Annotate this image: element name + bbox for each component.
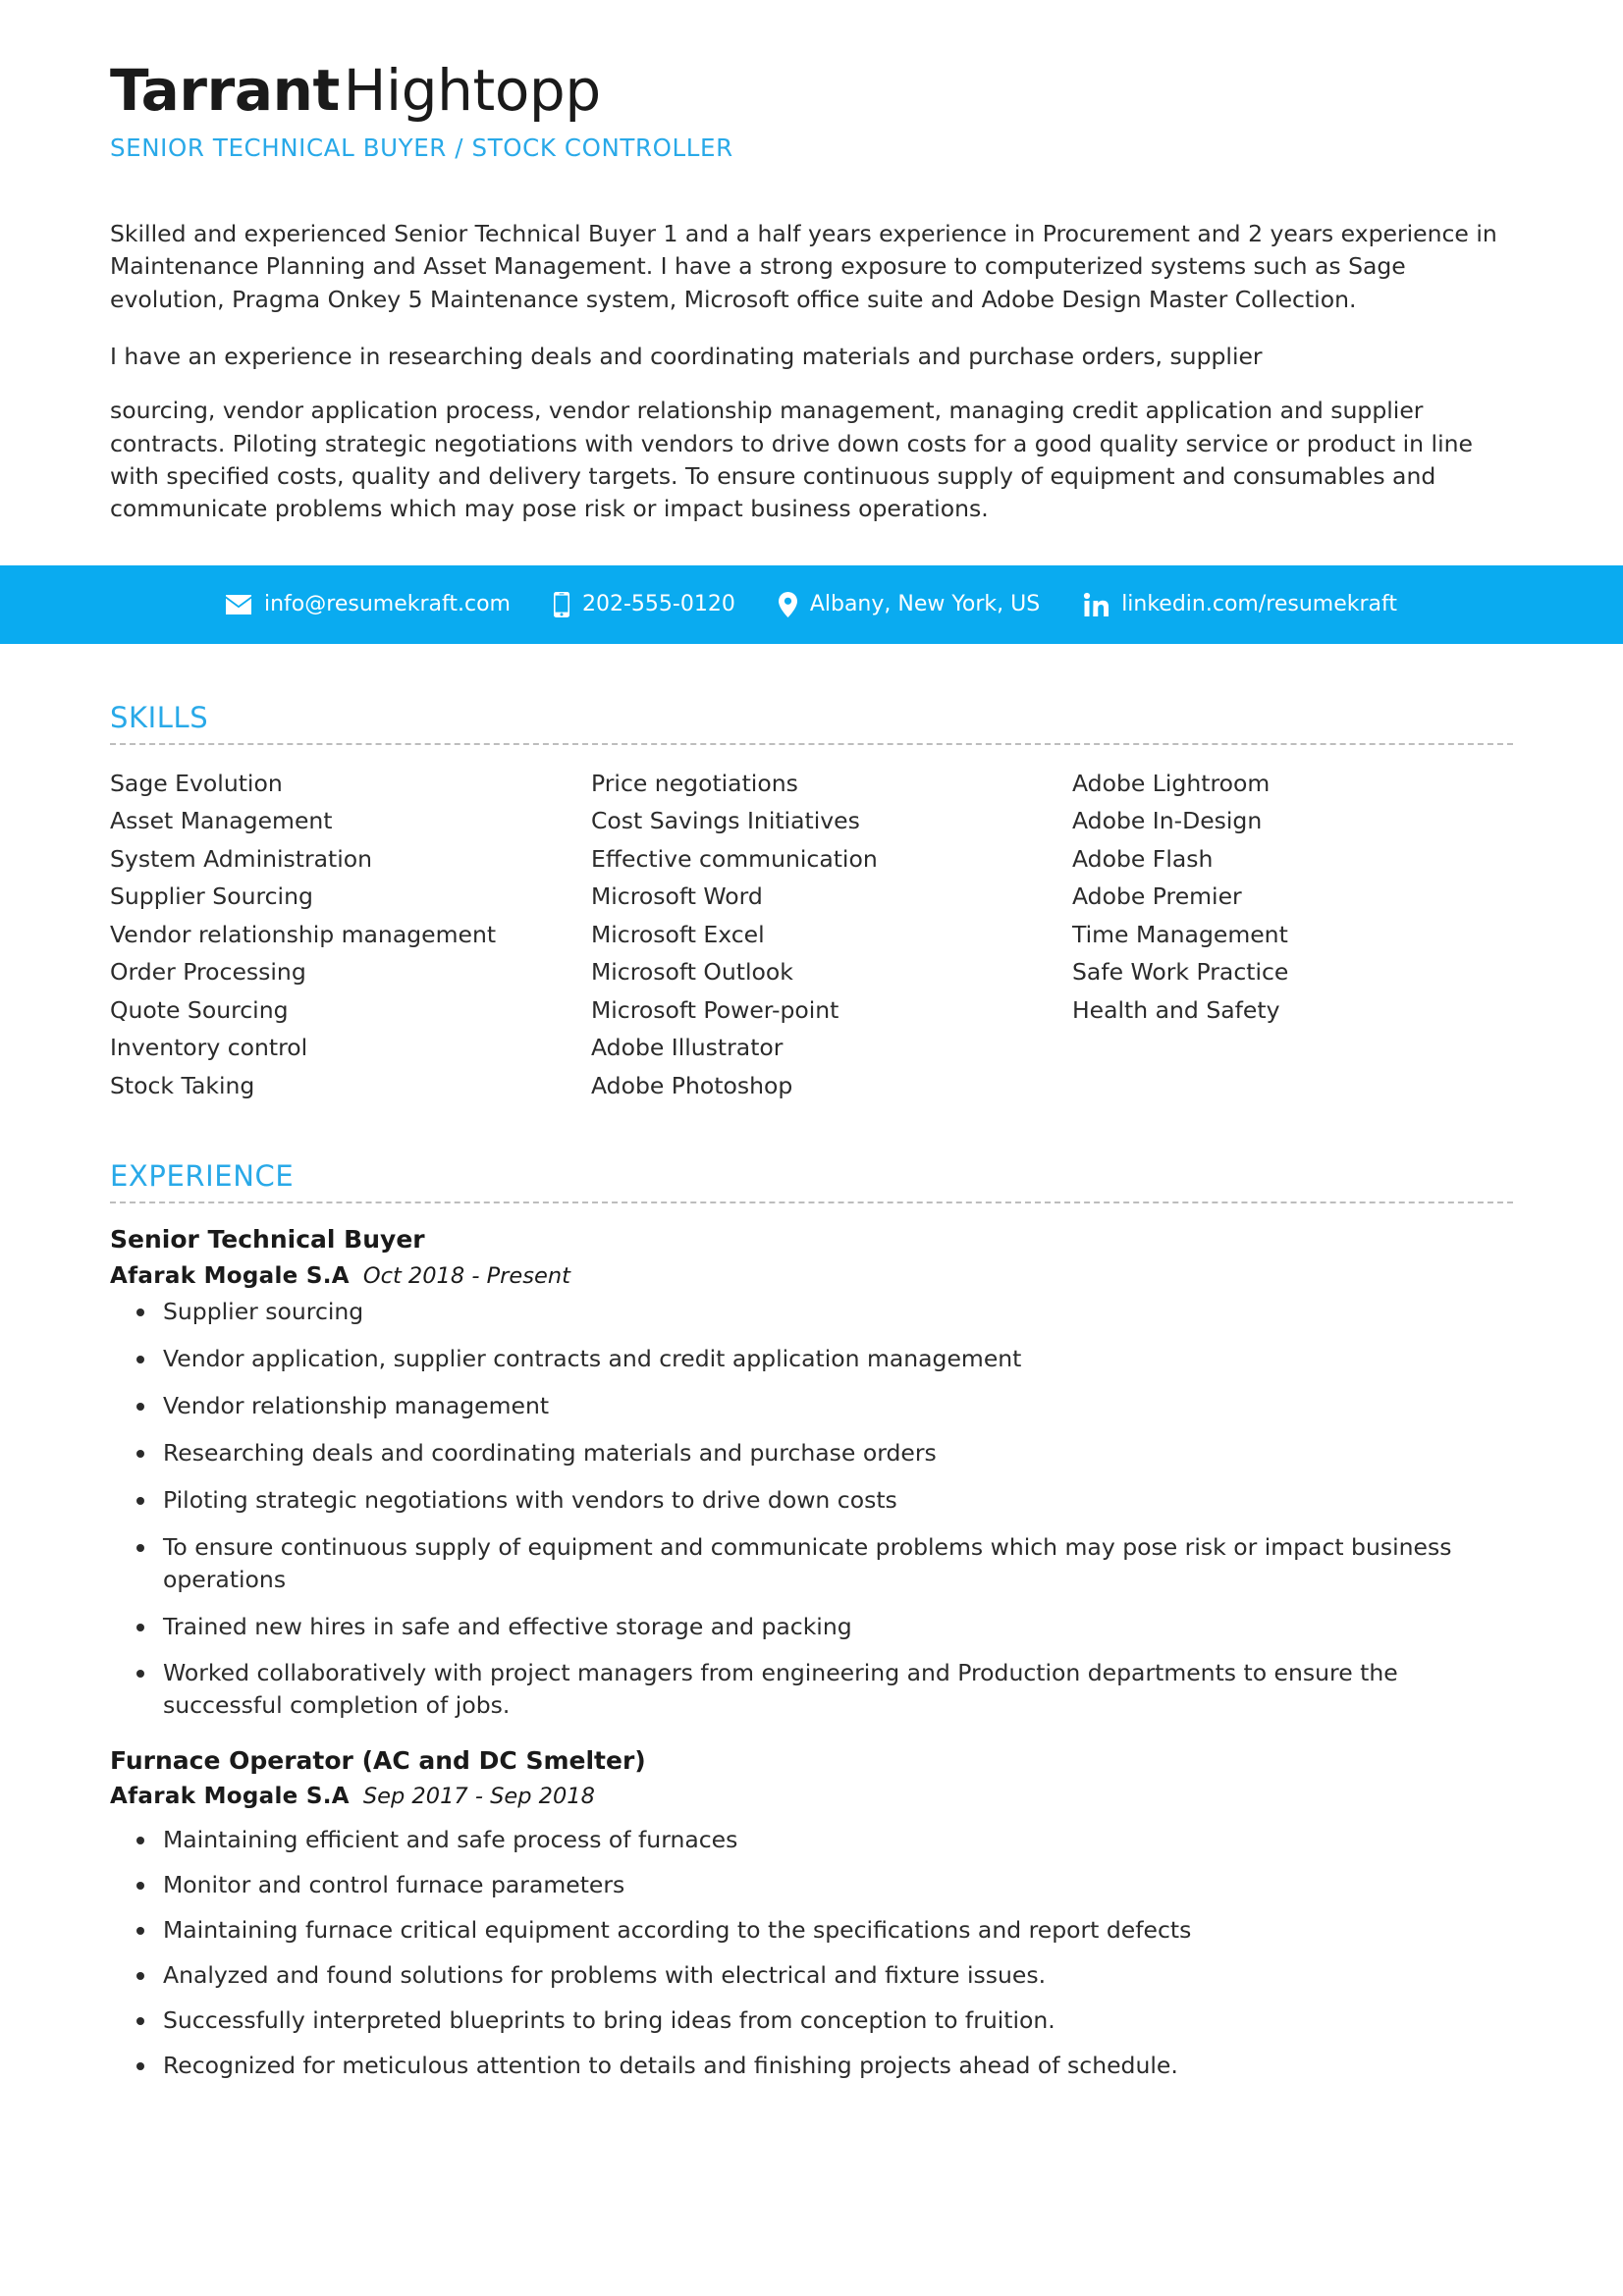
summary-paragraph-1: Skilled and experienced Senior Technical Buyer 1 and a half years experience in Procurement and 2 years experience in Maintenance Planning and Asset Management. I have a strong exposure to computerized systems such as Sage evolution, Pragma Onkey 5 Maintenance system, Microsoft office suite and Adobe Design Master Collection. — [110, 219, 1497, 313]
job-company: Afarak Mogale S.A — [110, 1262, 350, 1289]
skill-item: Price negotiations — [591, 769, 798, 797]
job-role: Senior Technical Buyer — [110, 1225, 425, 1255]
skill-item: Adobe Premier — [1072, 882, 1242, 911]
skill-item: Asset Management — [110, 807, 333, 835]
job-meta — [110, 1262, 1513, 1291]
skills-grid — [110, 765, 1513, 1105]
job-bullet: Maintaining furnace critical equipment according to the specifications and report defects — [163, 1914, 1513, 1947]
job-dates: Sep 2017 - Sep 2018 — [362, 1784, 595, 1810]
contact-linkedin[interactable] — [1083, 592, 1397, 617]
skills-column-3 — [1072, 765, 1513, 1105]
skill-item: Microsoft Excel — [591, 920, 765, 948]
skill-item: System Administration — [110, 844, 373, 873]
skill-item: Quote Sourcing — [110, 995, 289, 1024]
skill-item: Microsoft Word — [591, 882, 763, 911]
professional-summary — [0, 218, 1623, 526]
job-bullet: Monitor and control furnace parameters — [163, 1869, 1513, 1901]
skill-item: Adobe Flash — [1072, 844, 1214, 873]
skill-item: Adobe Lightroom — [1072, 769, 1271, 797]
skill-item: Adobe In-Design — [1072, 807, 1263, 835]
job-bullet: Supplier sourcing — [163, 1296, 1513, 1328]
job-bullet-list — [110, 1296, 1513, 1722]
summary-paragraph-3: sourcing, vendor application process, vendor relationship management, managing credit application and supplier contracts. Piloting strategic negotiations with vendors to drive down costs for a good quality service or product in line with specified costs, quality and delivery targets. To ensure continuous supply of equipment and consumables and communicate problems which may pose risk or impact business operations. — [110, 397, 1473, 523]
skill-item: Health and Safety — [1072, 995, 1280, 1024]
skills-column-2 — [591, 765, 1072, 1105]
linkedin-icon — [1083, 592, 1109, 617]
skill-item: Adobe Photoshop — [591, 1071, 793, 1099]
job-bullet: Vendor relationship management — [163, 1390, 1513, 1422]
skill-item: Microsoft Power-point — [591, 995, 839, 1024]
resume-header — [0, 0, 1623, 162]
contact-bar — [0, 565, 1623, 644]
last-name: Hightopp — [343, 57, 601, 124]
contact-location[interactable] — [779, 592, 1040, 617]
job-bullet: Successfully interpreted blueprints to bring ideas from conception to fruition. — [163, 2004, 1513, 2037]
skill-item: Vendor relationship management — [110, 920, 497, 948]
skill-item: Order Processing — [110, 958, 306, 987]
job-bullet: Worked collaboratively with project managers from engineering and Production departments to ensure the successful completion of jobs. — [163, 1657, 1513, 1722]
job-bullet: Piloting strategic negotiations with vendors to drive down costs — [163, 1484, 1513, 1517]
experience-divider — [110, 1201, 1513, 1203]
job-bullet: Vendor application, supplier contracts and credit application management — [163, 1343, 1513, 1375]
job-bullet: Trained new hires in safe and effective storage and packing — [163, 1611, 1513, 1643]
first-name: Tarrant — [110, 57, 340, 124]
job-bullet: To ensure continuous supply of equipment and communicate problems which may pose risk or impact business operations — [163, 1531, 1513, 1596]
job-bullet: Analyzed and found solutions for problems with electrical and fixture issues. — [163, 1959, 1513, 1992]
job-bullet-list — [110, 1824, 1513, 2081]
job-meta — [110, 1783, 1513, 1811]
location-pin-icon — [779, 592, 797, 617]
skill-item: Microsoft Outlook — [591, 958, 793, 987]
contact-location-text: Albany, New York, US — [809, 592, 1041, 617]
candidate-job-title: SENIOR TECHNICAL BUYER / STOCK CONTROLLER — [110, 133, 733, 162]
job-bullet: Recognized for meticulous attention to details and finishing projects ahead of schedule. — [163, 2050, 1513, 2082]
contact-phone-text: 202-555-0120 — [581, 592, 735, 617]
job-bullet: Maintaining efficient and safe process of furnaces — [163, 1824, 1513, 1856]
contact-email-text: info@resumekraft.com — [264, 592, 511, 617]
summary-paragraph-2: I have an experience in researching deals and coordinating materials and purchase orders, supplier — [110, 342, 1263, 370]
candidate-name — [110, 57, 1623, 124]
contact-phone[interactable] — [554, 592, 735, 617]
experience-section — [0, 1159, 1623, 2081]
skills-section-title: SKILLS — [110, 700, 209, 734]
skill-item: Supplier Sourcing — [110, 882, 313, 911]
job-company: Afarak Mogale S.A — [110, 1784, 350, 1810]
job-dates: Oct 2018 - Present — [362, 1262, 570, 1289]
skill-item: Effective communication — [591, 844, 878, 873]
job-role: Furnace Operator (AC and DC Smelter) — [110, 1746, 646, 1776]
skills-divider — [110, 743, 1513, 745]
mail-icon — [226, 592, 251, 617]
skill-item: Sage Evolution — [110, 769, 283, 797]
experience-entry — [110, 1745, 1513, 2081]
experience-entry — [110, 1224, 1513, 1722]
skill-item: Time Management — [1072, 920, 1288, 948]
skill-item: Inventory control — [110, 1034, 308, 1062]
contact-email[interactable] — [226, 592, 511, 617]
skill-item: Stock Taking — [110, 1071, 255, 1099]
skills-section — [0, 701, 1623, 1105]
job-bullet: Researching deals and coordinating materials and purchase orders — [163, 1437, 1513, 1469]
contact-linkedin-text: linkedin.com/resumekraft — [1121, 592, 1397, 617]
skill-item: Cost Savings Initiatives — [591, 807, 860, 835]
phone-icon — [554, 592, 569, 617]
skills-column-1 — [110, 765, 591, 1105]
skill-item: Safe Work Practice — [1072, 958, 1289, 987]
skill-item: Adobe Illustrator — [591, 1034, 784, 1062]
experience-section-title: EXPERIENCE — [110, 1159, 295, 1194]
